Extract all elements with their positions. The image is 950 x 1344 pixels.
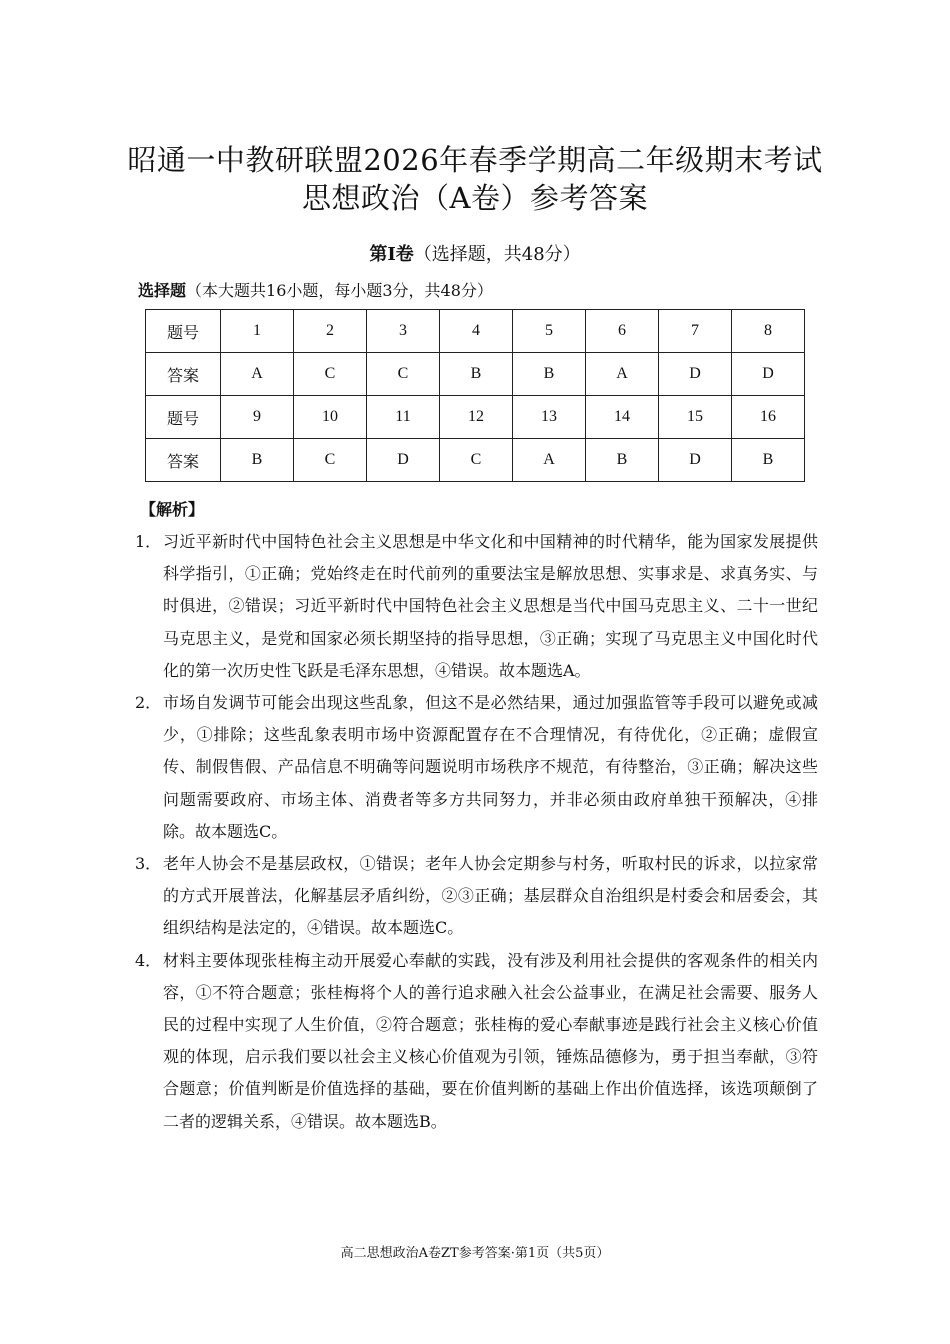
table-cell: A (513, 439, 586, 482)
table-cell: 15 (659, 396, 732, 439)
table-cell: D (659, 353, 732, 396)
table-cell: 1 (221, 310, 294, 353)
table-cell: 7 (659, 310, 732, 353)
table-cell: 13 (513, 396, 586, 439)
answer-table (145, 309, 805, 482)
table-cell: 5 (513, 310, 586, 353)
analysis-item-number: 2． (135, 693, 162, 713)
table-row (146, 353, 805, 396)
table-cell: D (367, 439, 440, 482)
table-cell: C (440, 439, 513, 482)
analysis-list (135, 526, 818, 1138)
table-cell: B (513, 353, 586, 396)
table-row-header: 答案 (146, 439, 221, 482)
table-cell: C (367, 353, 440, 396)
table-cell: 10 (294, 396, 367, 439)
analysis-item (135, 687, 818, 848)
analysis-item-text: 材料主要体现张桂梅主动开展爱心奉献的实践，没有涉及利用社会提供的客观条件的相关内容，①不符合题意；张桂梅将个人的善行追求融入社会公益事业，在满足社会需要、服务人民的过程中实现了人生价值，②符合题意；张桂梅的爱心奉献事迹是践行社会主义核心价值观的体现，启示我们要以社会主义核心价值观为引领，锤炼品德修为，勇于担当奉献，③符合题意；价值判断是价值选择的基础，要在价值判断的基础上作出价值选择，该选项颠倒了二者的逻辑关系，④错误。故本题选B。 (163, 950, 818, 1131)
table-cell: 6 (586, 310, 659, 353)
question-type-rest: （本大题共16小题，每小题3分，共48分） (186, 281, 493, 300)
table-cell: C (294, 353, 367, 396)
table-cell: A (586, 353, 659, 396)
section-title (0, 240, 950, 266)
table-cell: 4 (440, 310, 513, 353)
question-type-bold: 选择题 (138, 281, 187, 300)
table-cell: 16 (732, 396, 805, 439)
analysis-item (135, 945, 818, 1138)
table-cell: D (732, 353, 805, 396)
title-line-1: 昭通一中教研联盟2026年春季学期高二年级期末考试 (127, 143, 823, 177)
analysis-item-text: 市场自发调节可能会出现这些乱象，但这不是必然结果，通过加强监管等手段可以避免或减少，①排除；这些乱象表明市场中资源配置存在不合理情况，有待优化，②正确；虚假宣传、制假售假、产品信息不明确等问题说明市场秩序不规范，有待整治，③正确；解决这些问题需要政府、市场主体、消费者等多方共同努力，并非必须由政府单独干预解决，④排除。故本题选C。 (163, 693, 818, 841)
table-cell: B (732, 439, 805, 482)
table-cell: C (294, 439, 367, 482)
table-row (146, 310, 805, 353)
analysis-item (135, 526, 818, 687)
table-row-header: 题号 (146, 310, 221, 353)
analysis-item-text: 老年人协会不是基层政权，①错误；老年人协会定期参与村务，听取村民的诉求，以拉家常的方式开展普法，化解基层矛盾纠纷，②③正确；基层群众自治组织是村委会和居委会，其组织结构是法定的，④错误。故本题选C。 (163, 854, 818, 938)
table-row-header: 题号 (146, 396, 221, 439)
table-cell: 14 (586, 396, 659, 439)
table-cell: D (659, 439, 732, 482)
analysis-item-number: 1． (135, 532, 162, 551)
section-title-rest: （选择题，共48分） (413, 244, 581, 265)
analysis-item-text: 习近平新时代中国特色社会主义思想是中华文化和中国精神的时代精华，能为国家发展提供科学指引，①正确；党始终走在时代前列的重要法宝是解放思想、实事求是、求真务实、与时俱进，②错误；习近平新时代中国特色社会主义思想是当代中国马克思主义、二十一世纪马克思主义，是党和国家必须长期坚持的指导思想，③正确；实现了马克思主义中国化时代化的第一次历史性飞跃是毛泽东思想，④错误。故本题选A。 (163, 532, 818, 680)
table-cell: B (221, 439, 294, 482)
table-row (146, 396, 805, 439)
table-cell: B (586, 439, 659, 482)
title-line-2: 思想政治（A卷）参考答案 (302, 181, 648, 215)
table-cell: 2 (294, 310, 367, 353)
table-cell: B (440, 353, 513, 396)
table-cell: 9 (221, 396, 294, 439)
section-title-bold: 第Ⅰ卷 (369, 244, 414, 265)
table-row-header: 答案 (146, 353, 221, 396)
page-footer: 高二思想政治A卷ZT参考答案·第1页（共5页） (340, 1246, 610, 1261)
analysis-item-number: 4． (135, 950, 162, 970)
table-cell: 11 (367, 396, 440, 439)
table-cell: A (221, 353, 294, 396)
table-row (146, 439, 805, 482)
analysis-heading: 【解析】 (140, 500, 205, 519)
question-type-label (138, 278, 493, 301)
table-cell: 3 (367, 310, 440, 353)
analysis-item-number: 3． (135, 854, 162, 874)
table-cell: 12 (440, 396, 513, 439)
analysis-item (135, 848, 818, 945)
table-cell: 8 (732, 310, 805, 353)
